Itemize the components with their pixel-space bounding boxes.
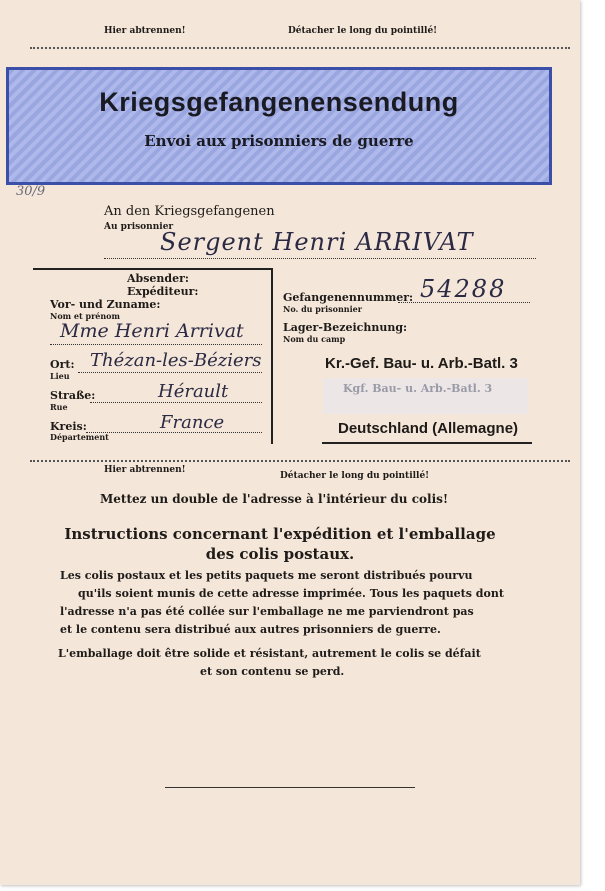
prisoner-number-label-de: Gefangenennummer: <box>283 291 414 304</box>
recipient-line <box>104 258 536 259</box>
recipient-label-fr: Au prisonnier <box>104 222 174 232</box>
camp-label-fr: Nom du camp <box>283 334 346 344</box>
sender-name-label-de: Vor- und Zuname: <box>50 298 161 311</box>
sender-name: Mme Henri Arrivat <box>60 320 244 342</box>
sender-place: Thézan-les-Béziers <box>90 350 262 371</box>
sender-street-label-de: Straße: <box>50 389 96 402</box>
instructions-heading-line2: des colis postaux. <box>205 545 355 563</box>
sender-place-line <box>78 372 262 373</box>
instructions-paragraph-1 <box>60 567 510 639</box>
sender-district: France <box>160 412 225 433</box>
instructions-paragraph-2 <box>58 645 538 681</box>
instruction-line: et son contenu se perd. <box>200 665 345 678</box>
banner-title: Kriegsgefangenensendung <box>99 87 459 117</box>
cut-mid-de: Hier abtrennen! <box>104 465 186 475</box>
sender-district-label-de: Kreis: <box>50 420 87 433</box>
sender-street-line <box>90 402 262 403</box>
corner-note: 30/9 <box>16 184 46 199</box>
sender-street: Hérault <box>158 381 229 402</box>
camp-stamp: Kgf. Bau- u. Arb.-Batl. 3 <box>323 378 528 414</box>
country-underline <box>322 442 532 444</box>
sender-header-de: Absender: <box>127 272 189 285</box>
destination-country: Deutschland (Allemagne) <box>338 420 519 437</box>
camp-name: Kr.-Gef. Bau- u. Arb.-Batl. 3 <box>325 355 518 372</box>
banner-subtitle: Envoi aux prisonniers de guerre <box>144 132 414 150</box>
bottom-rule <box>165 787 415 788</box>
cut-instruction-de: Hier abtrennen! <box>104 26 186 36</box>
instruction-line: l'adresse n'a pas été collée sur l'emballage ne me parviendront pas <box>60 605 474 618</box>
sender-header-fr: Expéditeur: <box>127 285 199 298</box>
cut-mid-fr: Détacher le long du pointillé! <box>280 471 430 481</box>
recipient-name: Sergent Henri ARRIVAT <box>160 228 474 256</box>
sender-street-label-fr: Rue <box>50 402 68 412</box>
instruction-line: Les colis postaux et les petits paquets me seront distribués pourvu <box>60 569 473 582</box>
sender-name-line <box>50 344 262 345</box>
instructions-heading-line1: Instructions concernant l'expédition et l'emballage <box>64 525 496 543</box>
instruction-line: qu'ils soient munis de cette adresse imprimée. Tous les paquets dont <box>78 587 504 600</box>
prisoner-number-label-fr: No. du prisonnier <box>283 304 362 314</box>
prisoner-number-line <box>398 302 530 303</box>
instructions-heading <box>0 524 560 564</box>
prisoner-number: 54288 <box>420 275 507 303</box>
sender-place-label-de: Ort: <box>50 358 75 371</box>
title-banner <box>6 67 552 185</box>
sender-district-line <box>86 432 262 433</box>
cut-instruction-fr: Détacher le long du pointillé! <box>288 26 438 36</box>
instruction-line: L'emballage doit être solide et résistant, autrement le colis se défait <box>58 647 481 660</box>
instruction-line: et le contenu sera distribué aux autres prisonniers de guerre. <box>60 623 441 636</box>
recipient-label-de: An den Kriegsgefangenen <box>104 204 275 219</box>
sender-district-label-fr: Département <box>50 432 109 442</box>
inside-notice: Mettez un double de l'adresse à l'intérieur du colis! <box>100 492 449 506</box>
sender-place-label-fr: Lieu <box>50 371 70 381</box>
perforation-line-middle <box>30 460 570 462</box>
camp-label-de: Lager-Bezeichnung: <box>283 321 408 334</box>
sender-name-label-fr: Nom et prénom <box>50 311 120 321</box>
perforation-line-top <box>30 47 570 49</box>
